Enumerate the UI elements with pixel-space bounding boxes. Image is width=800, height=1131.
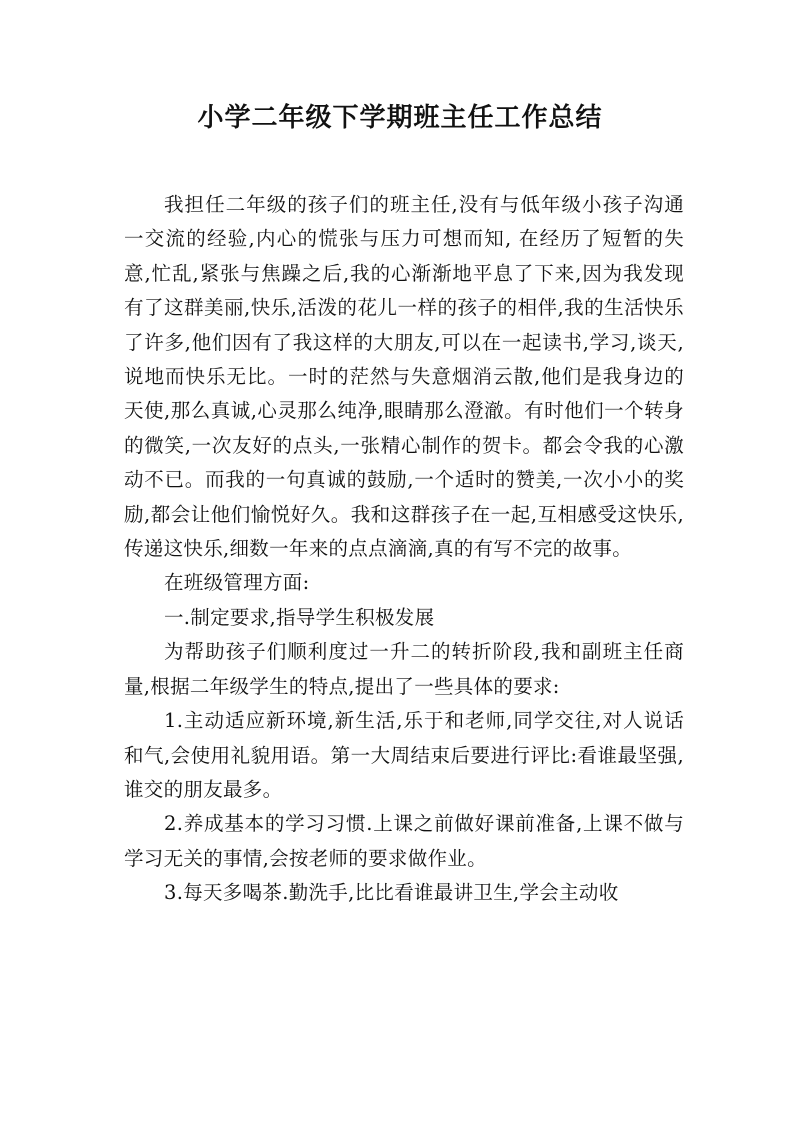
paragraph-class-management: 在班级管理方面: [164, 571, 310, 595]
document-body [124, 188, 684, 911]
list-item-2: 2.养成基本的学习习惯.上课之前做好课前准备,上课不做与学习无关的事情,会按老师的要求做作业。 [124, 812, 684, 870]
document-title: 小学二年级下学期班主任工作总结 [197, 103, 603, 133]
section-heading-requirements: 一.制定要求,指导学生积极发展 [164, 605, 435, 629]
paragraph-intro: 我担任二年级的孩子们的班主任,没有与低年级小孩子沟通一交流的经验,内心的慌张与压力可想而知, 在经历了短暂的失意,忙乱,紧张与焦躁之后,我的心渐渐地平息了下来,因为我发现有了这群美丽,快乐,活泼的花儿一样的孩子的相伴,我的生活快乐了许多,他们因有了我这样的大朋友,可以在一起读书,学习,谈天,说地而快乐无比。一时的茫然与失意烟消云散,他们是我身边的天使,那么真诚,心灵那么纯净,眼睛那么澄澈。有时他们一个转身的微笑,一次友好的点头,一张精心制作的贺卡。都会令我的心激动不已。而我的一句真诚的鼓励,一个适时的赞美,一次小小的奖励,都会让他们愉悦好久。我和这群孩子在一起,互相感受这快乐,传递这快乐,细数一年来的点点滴滴,真的有写不完的故事。 [124, 193, 684, 561]
list-item-1: 1.主动适应新环境,新生活,乐于和老师,同学交往,对人说话和气,会使用礼貌用语。第一大周结束后要进行评比:看谁最坚强,谁交的朋友最多。 [124, 709, 684, 801]
paragraph-requirements-intro: 为帮助孩子们顺利度过一升二的转折阶段,我和副班主任商量,根据二年级学生的特点,提出了一些具体的要求: [124, 640, 684, 698]
list-item-3: 3.每天多喝茶.勤洗手,比比看谁最讲卫生,学会主动收 [164, 881, 619, 905]
